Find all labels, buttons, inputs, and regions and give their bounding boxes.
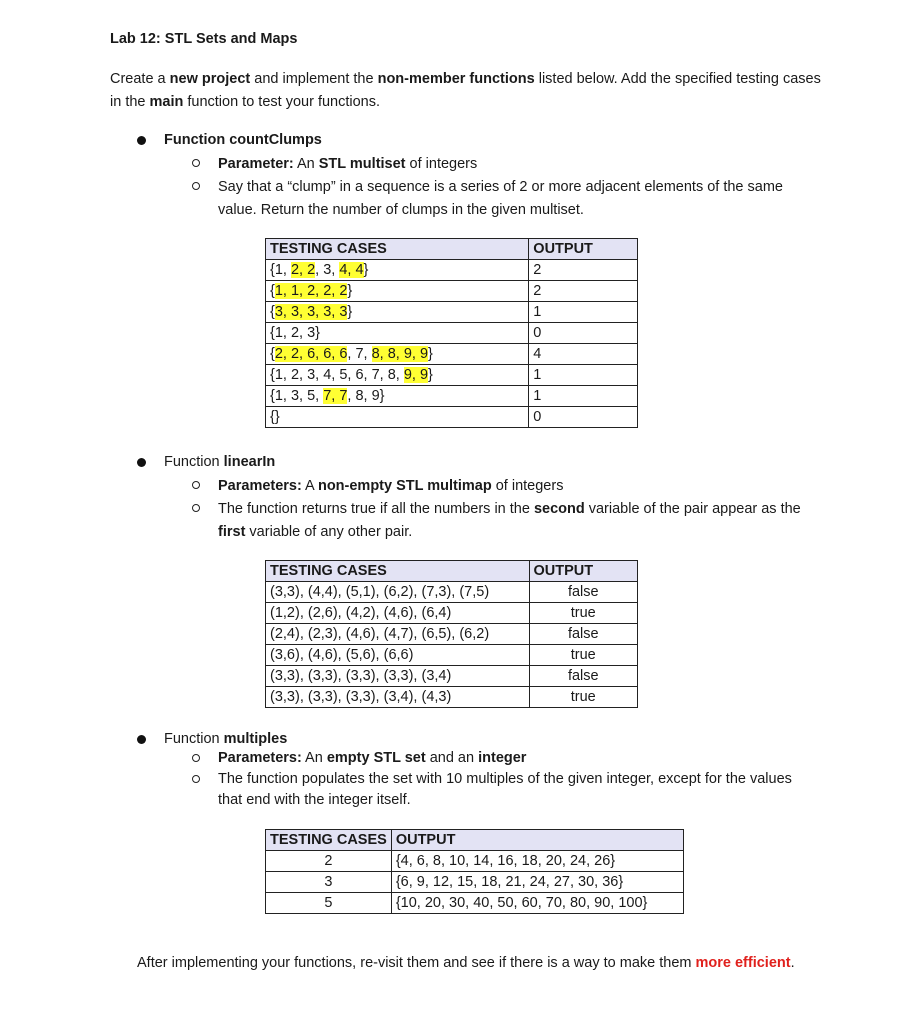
intro-text: function to test your functions. <box>183 94 381 110</box>
description-bold: second <box>533 501 585 517</box>
heading-function-name: linearIn <box>223 454 276 470</box>
count-clumps-table <box>265 238 638 428</box>
case-text: } <box>347 304 353 320</box>
case-text: , 7, <box>347 346 372 362</box>
linear-in-heading <box>164 452 275 472</box>
bullet-count-clumps <box>137 136 146 145</box>
highlighted-clump: 7, 7 <box>323 388 348 404</box>
output-cell: {10, 20, 30, 40, 50, 60, 70, 80, 90, 100} <box>391 893 683 914</box>
testing-case-cell: (3,3), (3,3), (3,3), (3,4), (4,3) <box>266 687 530 708</box>
output-cell: true <box>529 603 637 624</box>
case-text: { <box>270 283 275 299</box>
parameter-type: STL multiset <box>318 156 406 172</box>
testing-case-cell <box>266 323 529 344</box>
case-text: , 3, <box>315 262 340 278</box>
table-row <box>266 365 638 386</box>
table-row <box>266 851 684 872</box>
parameter-type: empty STL set <box>326 750 426 766</box>
table-row <box>266 323 638 344</box>
column-header-testing-cases: TESTING CASES <box>266 239 529 260</box>
linear-in-table <box>265 560 638 708</box>
table-row <box>266 603 638 624</box>
testing-case-cell <box>266 302 529 323</box>
output-cell: false <box>529 582 637 603</box>
parameter-text: of integers <box>491 478 564 494</box>
highlighted-clump: 9, 9 <box>403 367 429 383</box>
output-cell: 1 <box>529 386 638 407</box>
testing-case-cell <box>266 386 529 407</box>
intro-bold-non-member-functions: non-member functions <box>377 71 535 87</box>
table-row <box>266 872 684 893</box>
case-text: , 8, 9} <box>347 388 385 404</box>
parameter-type: integer <box>478 750 527 766</box>
table-row <box>266 645 638 666</box>
parameter-text: An <box>293 156 319 172</box>
output-cell: true <box>529 687 637 708</box>
output-cell: false <box>529 666 637 687</box>
column-header-testing-cases: TESTING CASES <box>266 561 530 582</box>
circle-bullet-icon <box>192 159 200 167</box>
case-text: {1, <box>270 262 291 278</box>
case-text: {1, 3, 5, <box>270 388 324 404</box>
output-cell: 0 <box>529 407 638 428</box>
intro-text: Create a <box>110 71 170 87</box>
case-text: } <box>428 346 433 362</box>
output-cell: 2 <box>529 281 638 302</box>
highlighted-clump: 1, 1, 2, 2, 2 <box>274 283 348 299</box>
column-header-output: OUTPUT <box>391 830 683 851</box>
lab-title: Lab 12: STL Sets and Maps <box>110 31 298 47</box>
output-cell: 1 <box>529 365 638 386</box>
output-cell: true <box>529 645 637 666</box>
testing-case-cell <box>266 260 529 281</box>
table-row <box>266 302 638 323</box>
output-cell: {6, 9, 12, 15, 18, 21, 24, 27, 30, 36} <box>391 872 683 893</box>
highlighted-clump: 2, 2 <box>290 262 316 278</box>
highlighted-clump: 2, 2, 6, 6, 6 <box>274 346 348 362</box>
case-text: { <box>270 304 275 320</box>
bullet-linear-in <box>137 458 146 467</box>
highlighted-clump: 4, 4 <box>339 262 364 278</box>
closing-emphasis: more efficient <box>695 955 791 971</box>
table-row <box>266 687 638 708</box>
highlighted-clump: 3, 3, 3, 3, 3 <box>274 304 348 320</box>
closing-paragraph <box>137 953 807 974</box>
description-text: variable of any other pair. <box>245 524 413 540</box>
table-row <box>266 624 638 645</box>
parameter-text: and an <box>425 750 479 766</box>
table-row <box>266 666 638 687</box>
testing-case-cell <box>266 407 529 428</box>
bullet-multiples <box>137 735 146 744</box>
testing-case-cell: 2 <box>266 851 392 872</box>
parameter-type: non-empty STL multimap <box>317 478 492 494</box>
parameter-label: Parameters: <box>218 478 302 494</box>
column-header-output: OUTPUT <box>529 561 637 582</box>
parameter-text: An <box>301 750 327 766</box>
case-text: } <box>363 262 369 278</box>
testing-case-cell <box>266 344 529 365</box>
table-row <box>266 281 638 302</box>
testing-case-cell <box>266 281 529 302</box>
intro-bold-main: main <box>149 94 184 110</box>
testing-case-cell: 5 <box>266 893 392 914</box>
testing-case-cell: (2,4), (2,3), (4,6), (4,7), (6,5), (6,2) <box>266 624 530 645</box>
table-row <box>266 407 638 428</box>
parameter-label: Parameters: <box>218 750 302 766</box>
parameter-text: of integers <box>405 156 478 172</box>
output-cell: 1 <box>529 302 638 323</box>
heading-text: Function <box>164 731 224 747</box>
description-bold: first <box>218 524 246 540</box>
heading-text: Function <box>164 454 224 470</box>
testing-case-cell: 3 <box>266 872 392 893</box>
intro-text: and implement the <box>250 71 378 87</box>
intro-text: listed below. Add the specified testing cases in the <box>110 71 821 110</box>
column-header-output: OUTPUT <box>529 239 638 260</box>
case-text: } <box>428 367 433 383</box>
column-header-testing-cases: TESTING CASES <box>266 830 392 851</box>
testing-case-cell: (3,3), (4,4), (5,1), (6,2), (7,3), (7,5) <box>266 582 530 603</box>
table-row <box>266 582 638 603</box>
circle-bullet-icon <box>192 775 200 783</box>
multiples-table <box>265 829 684 914</box>
description-text: The function populates the set with 10 multiples of the given integer, except for the values that end with the integer itself. <box>218 771 792 808</box>
testing-case-cell <box>266 365 529 386</box>
description-text: variable of the pair appear as the <box>584 501 801 517</box>
circle-bullet-icon <box>192 481 200 489</box>
case-text: {1, 2, 3, 4, 5, 6, 7, 8, <box>270 367 404 383</box>
testing-case-cell: (1,2), (2,6), (4,2), (4,6), (6,4) <box>266 603 530 624</box>
table-row <box>266 386 638 407</box>
circle-bullet-icon <box>192 182 200 190</box>
case-text: {1, 2, 3} <box>270 325 320 341</box>
case-text: {} <box>270 409 280 425</box>
case-text: } <box>347 283 353 299</box>
intro-paragraph <box>110 68 830 114</box>
testing-case-cell: (3,6), (4,6), (5,6), (6,6) <box>266 645 530 666</box>
heading-function-name: multiples <box>223 731 288 747</box>
table-row <box>266 344 638 365</box>
closing-text: . <box>790 955 795 971</box>
parameter-label: Parameter: <box>218 156 294 172</box>
highlighted-clump: 8, 8, 9, 9 <box>371 346 429 362</box>
multiples-heading <box>164 729 287 749</box>
circle-bullet-icon <box>192 504 200 512</box>
table-row <box>266 260 638 281</box>
testing-case-cell: (3,3), (3,3), (3,3), (3,3), (3,4) <box>266 666 530 687</box>
count-clumps-heading: Function countClumps <box>164 132 322 148</box>
table-row <box>266 893 684 914</box>
output-cell: false <box>529 624 637 645</box>
case-text: { <box>270 346 275 362</box>
description-text: Say that a “clump” in a sequence is a series of 2 or more adjacent elements of the same value. Return the number of clumps in the given multiset. <box>218 179 783 218</box>
closing-text: After implementing your functions, re-visit them and see if there is a way to make them <box>137 955 696 971</box>
output-cell: 4 <box>529 344 638 365</box>
output-cell: 2 <box>529 260 638 281</box>
description-text: The function returns true if all the numbers in the <box>218 501 534 517</box>
intro-bold-new-project: new project <box>169 71 251 87</box>
parameter-text: A <box>301 478 318 494</box>
output-cell: 0 <box>529 323 638 344</box>
circle-bullet-icon <box>192 754 200 762</box>
output-cell: {4, 6, 8, 10, 14, 16, 18, 20, 24, 26} <box>391 851 683 872</box>
